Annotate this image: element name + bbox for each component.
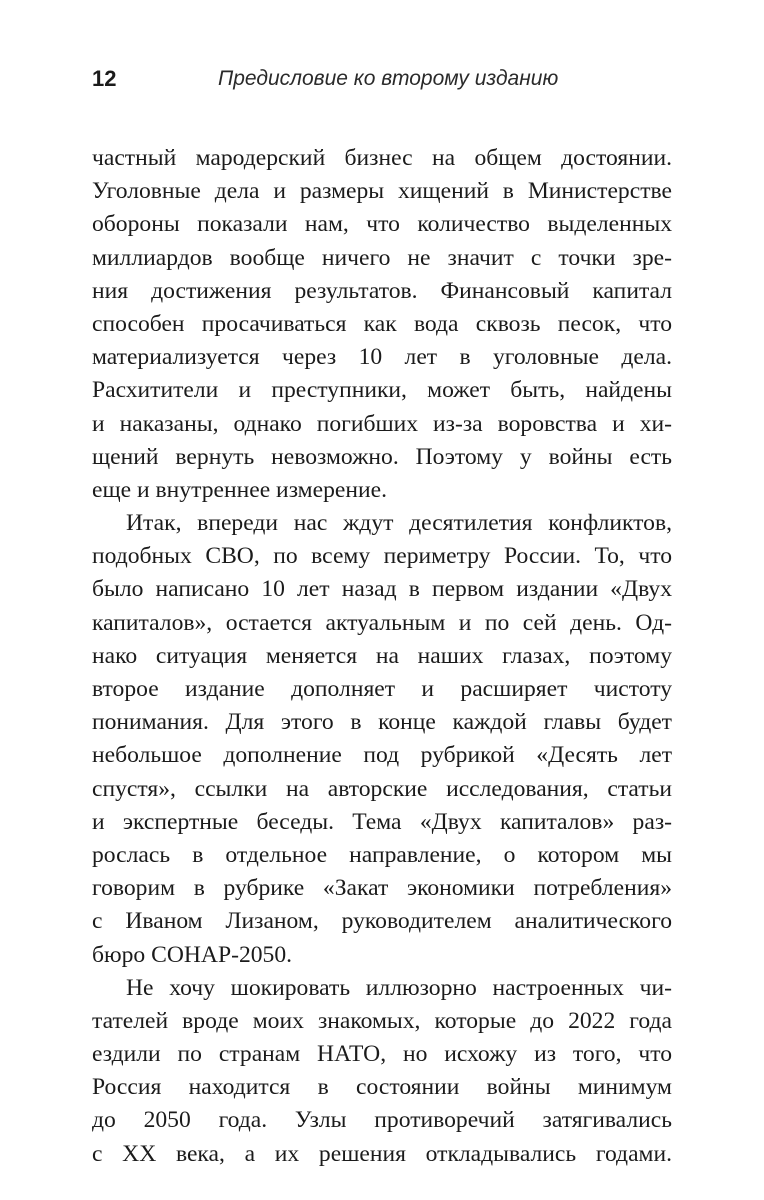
text-line: с Иваном Лизаном, руководителем аналитического <box>92 908 672 935</box>
text-line: частный мародерский бизнес на общем достоянии. <box>92 145 672 171</box>
text-line: и экспертные беседы. Тема «Двух капиталов» раз- <box>92 808 672 835</box>
text-line: Расхитители и преступники, может быть, найдены <box>92 377 672 404</box>
text-line: говорим в рубрике «Закат экономики потребления» <box>92 875 672 902</box>
text-line: Не хочу шокировать иллюзорно настроенных чи- <box>126 974 672 1001</box>
text-line: с XX века, а их решения откладывались годами. <box>92 1140 672 1167</box>
text-line: подобных СВО, по всему периметру России. То, что <box>92 543 672 570</box>
text-line: миллиардов вообще ничего не значит с точки зре- <box>92 244 672 271</box>
paragraph <box>92 507 672 972</box>
text-line: было написано 10 лет назад в первом издании «Двух <box>92 576 672 603</box>
body-text <box>92 142 672 1171</box>
text-line: Россия находится в состоянии войны минимум <box>92 1074 672 1101</box>
text-line: небольшое дополнение под рубрикой «Десять лет <box>92 742 672 769</box>
text-line: капиталов», остается актуальным и по сей день. Од- <box>92 609 672 636</box>
text-line: способен просачиваться как вода сквозь песок, что <box>92 310 672 337</box>
text-line: второе издание дополняет и расширяет чистоту <box>92 676 672 702</box>
text-line: бюро СОНАР-2050. <box>92 941 293 968</box>
text-line: нако ситуация меняется на наших глазах, поэтому <box>92 642 672 669</box>
page-header <box>92 62 672 96</box>
text-line: щений вернуть невозможно. Поэтому у войны есть <box>92 443 672 470</box>
paragraph <box>92 972 672 1171</box>
running-title: Предисловие ко второму изданию <box>218 67 559 90</box>
text-line: еще и внутреннее измерение. <box>92 476 387 503</box>
text-line: обороны показали нам, что количество выделенных <box>92 211 672 238</box>
page-number: 12 <box>92 66 117 91</box>
text-line: материализуется через 10 лет в уголовные дела. <box>92 344 672 371</box>
text-line: тателей вроде моих знакомых, которые до 2022 года <box>92 1007 672 1034</box>
paragraph <box>92 142 672 507</box>
text-line: до 2050 года. Узлы противоречий затягивались <box>92 1107 672 1134</box>
text-line: спустя», ссылки на авторские исследования, статьи <box>92 775 672 802</box>
text-line: и наказаны, однако погибших из-за воровства и хи- <box>92 410 672 437</box>
text-line: ездили по странам НАТО, но исхожу из того, что <box>92 1041 672 1068</box>
text-line: ния достижения результатов. Финансовый капитал <box>92 277 672 304</box>
text-line: Уголовные дела и размеры хищений в Министерстве <box>92 178 672 205</box>
text-line: рослась в отдельное направление, о котором мы <box>92 841 672 868</box>
text-line: Итак, впереди нас ждут десятилетия конфликтов, <box>126 510 672 537</box>
text-line: понимания. Для этого в конце каждой главы будет <box>92 709 672 736</box>
